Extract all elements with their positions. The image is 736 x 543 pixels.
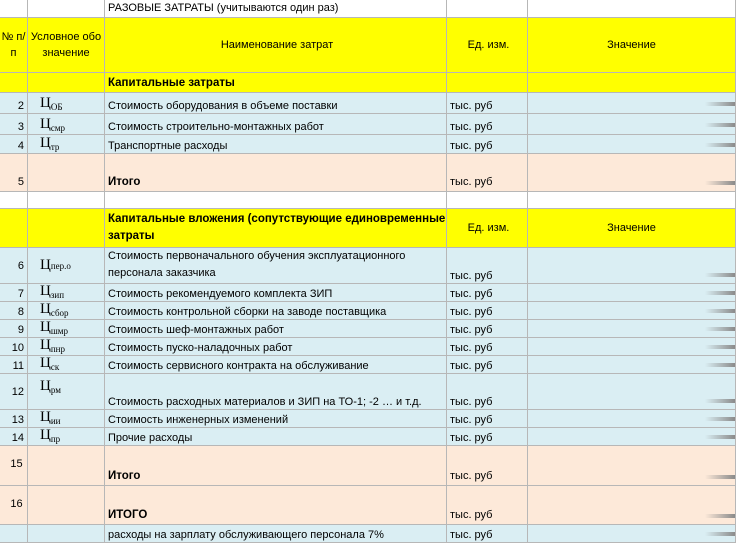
row-unit[interactable]: тыс. руб [447,284,528,302]
row-symbol[interactable]: Ц $_{сбор}$ [28,302,105,320]
row-number[interactable]: 5 [0,154,28,192]
row-symbol[interactable]: $Ц_{рм}$ [28,374,105,410]
row-number[interactable] [0,525,28,543]
row-number[interactable]: 15 [0,446,28,486]
row-name[interactable]: Итого [105,154,447,192]
cell-mark [705,102,735,106]
row-name[interactable]: Стоимость пуско-наладочных работ [105,338,447,356]
table-title[interactable]: РАЗОВЫЕ ЗАТРАТЫ (учитываются один раз) [105,0,447,18]
row-number[interactable]: 16 [0,486,28,525]
row-unit[interactable]: тыс. руб [447,135,528,154]
row-number[interactable]: 13 [0,410,28,428]
row-value[interactable] [528,114,736,135]
cell-mark [705,399,735,403]
row-symbol[interactable] [28,154,105,192]
row-symbol[interactable] [28,486,105,525]
row-symbol[interactable]: Ц $_{ск}$ [28,356,105,374]
row-value[interactable] [528,320,736,338]
row-unit[interactable]: тыс. руб [447,93,528,114]
cell[interactable] [447,73,528,93]
row-number[interactable]: 9 [0,320,28,338]
cell[interactable] [0,73,28,93]
row-symbol[interactable]: Ц $_{тр}$ [28,135,105,154]
row-symbol[interactable]: Ц пер.о [28,248,105,284]
cell-mark [705,475,735,479]
row-value[interactable] [528,486,736,525]
section-row [0,73,736,93]
row-name[interactable]: Стоимость оборудования в объеме поставки [105,93,447,114]
row-value[interactable] [528,248,736,284]
cell-mark [705,417,735,421]
row-number[interactable]: 3 [0,114,28,135]
cell[interactable] [528,192,736,209]
total-row [0,446,736,486]
row-name[interactable]: Транспортные расходы [105,135,447,154]
table-row [0,302,736,320]
cell-mark [705,327,735,331]
row-name[interactable]: расходы на зарплату обслуживающего персонала 7% [105,525,447,543]
row-value[interactable] [528,154,736,192]
row-symbol[interactable]: Ц $_{ии}$ [28,410,105,428]
cell-mark [705,514,735,518]
row-symbol[interactable]: Ц $_{смр}$ [28,114,105,135]
row-unit[interactable]: тыс. руб [447,114,528,135]
row-value[interactable] [528,302,736,320]
row-name[interactable]: Итого [105,446,447,486]
row-number[interactable]: 2 [0,93,28,114]
row-number[interactable]: 11 [0,356,28,374]
row-number[interactable]: 14 [0,428,28,446]
row-name[interactable]: Стоимость инженерных изменений [105,410,447,428]
row-symbol[interactable]: Ц $_{зип}$ [28,284,105,302]
cell-mark [705,363,735,367]
row-number[interactable]: 6 [0,248,28,284]
row-value[interactable] [528,135,736,154]
cell[interactable] [447,192,528,209]
cell-mark [705,532,735,536]
table-row [0,135,736,154]
cell-mark [705,273,735,277]
row-name[interactable]: Стоимость расходных материалов и ЗИП на ТО-1; -2 … и т.д. [105,374,447,410]
empty-row [0,192,736,209]
row-value[interactable] [528,356,736,374]
section-row [0,209,736,248]
row-unit[interactable]: тыс. руб [447,320,528,338]
row-number[interactable]: 4 [0,135,28,154]
cell-mark [705,309,735,313]
row-name[interactable]: ИТОГО [105,486,447,525]
cell-mark [705,291,735,295]
row-name[interactable]: Стоимость первоначального обучения эксплуатационного персонала заказчика [105,248,447,284]
row-symbol[interactable] [28,525,105,543]
cell[interactable] [447,0,528,18]
row-unit[interactable]: тыс. руб [447,338,528,356]
row-unit[interactable]: тыс. руб [447,374,528,410]
row-unit[interactable]: тыс. руб [447,154,528,192]
table-row [0,374,736,410]
row-unit[interactable]: тыс. руб [447,446,528,486]
table-row [0,356,736,374]
table-row [0,114,736,135]
cell[interactable] [28,0,105,18]
row-name[interactable]: Стоимость строительно-монтажных работ [105,114,447,135]
header-unit[interactable]: Ед. изм. [447,209,528,248]
row-symbol[interactable] [28,446,105,486]
row-value[interactable] [528,338,736,356]
title-row [0,0,736,18]
row-value[interactable] [528,374,736,410]
total-row [0,154,736,192]
row-symbol[interactable]: Ц $_{ОБ}$ [28,93,105,114]
cell[interactable] [28,209,105,248]
row-value[interactable] [528,284,736,302]
total-row [0,486,736,525]
row-number[interactable]: 12 [0,374,28,410]
row-value[interactable] [528,428,736,446]
row-value[interactable] [528,410,736,428]
row-unit[interactable]: тыс. руб [447,248,528,284]
row-name[interactable]: Стоимость рекомендуемого комплекта ЗИП [105,284,447,302]
header-unit[interactable]: Ед. изм. [447,18,528,73]
table-row [0,248,736,284]
section-title[interactable]: Капитальные затраты [105,73,447,93]
row-unit[interactable]: тыс. руб [447,525,528,543]
row-name[interactable]: Прочие расходы [105,428,447,446]
row-number[interactable]: 8 [0,302,28,320]
table-row [0,525,736,543]
row-unit[interactable]: тыс. руб [447,486,528,525]
row-symbol[interactable]: Ц $_{пнр}$ [28,338,105,356]
cell-mark [705,143,735,147]
cell-mark [705,345,735,349]
header-row [0,18,736,73]
row-name[interactable]: Стоимость шеф-монтажных работ [105,320,447,338]
row-name[interactable]: Стоимость сервисного контракта на обслуживание [105,356,447,374]
row-unit[interactable]: тыс. руб [447,428,528,446]
table-row [0,428,736,446]
cell[interactable] [528,0,736,18]
row-unit[interactable]: тыс. руб [447,356,528,374]
cell-mark [705,181,735,185]
row-number[interactable]: 7 [0,284,28,302]
cell[interactable] [105,192,447,209]
row-name[interactable]: Стоимость контрольной сборки на заводе поставщика [105,302,447,320]
row-value[interactable] [528,525,736,543]
cell-mark [705,123,735,127]
table-row [0,338,736,356]
header-name[interactable]: Наименование затрат [105,18,447,73]
cell[interactable] [0,192,28,209]
table-row [0,93,736,114]
cell[interactable] [528,73,736,93]
row-value[interactable] [528,93,736,114]
header-value[interactable]: Значение [528,18,736,73]
row-number[interactable]: 10 [0,338,28,356]
table-row [0,284,736,302]
header-num[interactable]: № п/п [0,18,28,73]
cell-mark [705,435,735,439]
cell[interactable] [0,209,28,248]
header-value[interactable]: Значение [528,209,736,248]
cell[interactable] [28,73,105,93]
row-symbol[interactable]: Ц $_{шмр}$ [28,320,105,338]
table-row [0,410,736,428]
row-symbol[interactable]: Ц $_{пр}$ [28,428,105,446]
cell[interactable] [0,0,28,18]
table-row [0,320,736,338]
header-symbol[interactable]: Условное обозначение [28,18,105,73]
row-unit[interactable]: тыс. руб [447,410,528,428]
row-value[interactable] [528,446,736,486]
section-title[interactable]: Капитальные вложения (сопутствующие единовременные затраты [105,209,447,248]
row-unit[interactable]: тыс. руб [447,302,528,320]
cell[interactable] [28,192,105,209]
